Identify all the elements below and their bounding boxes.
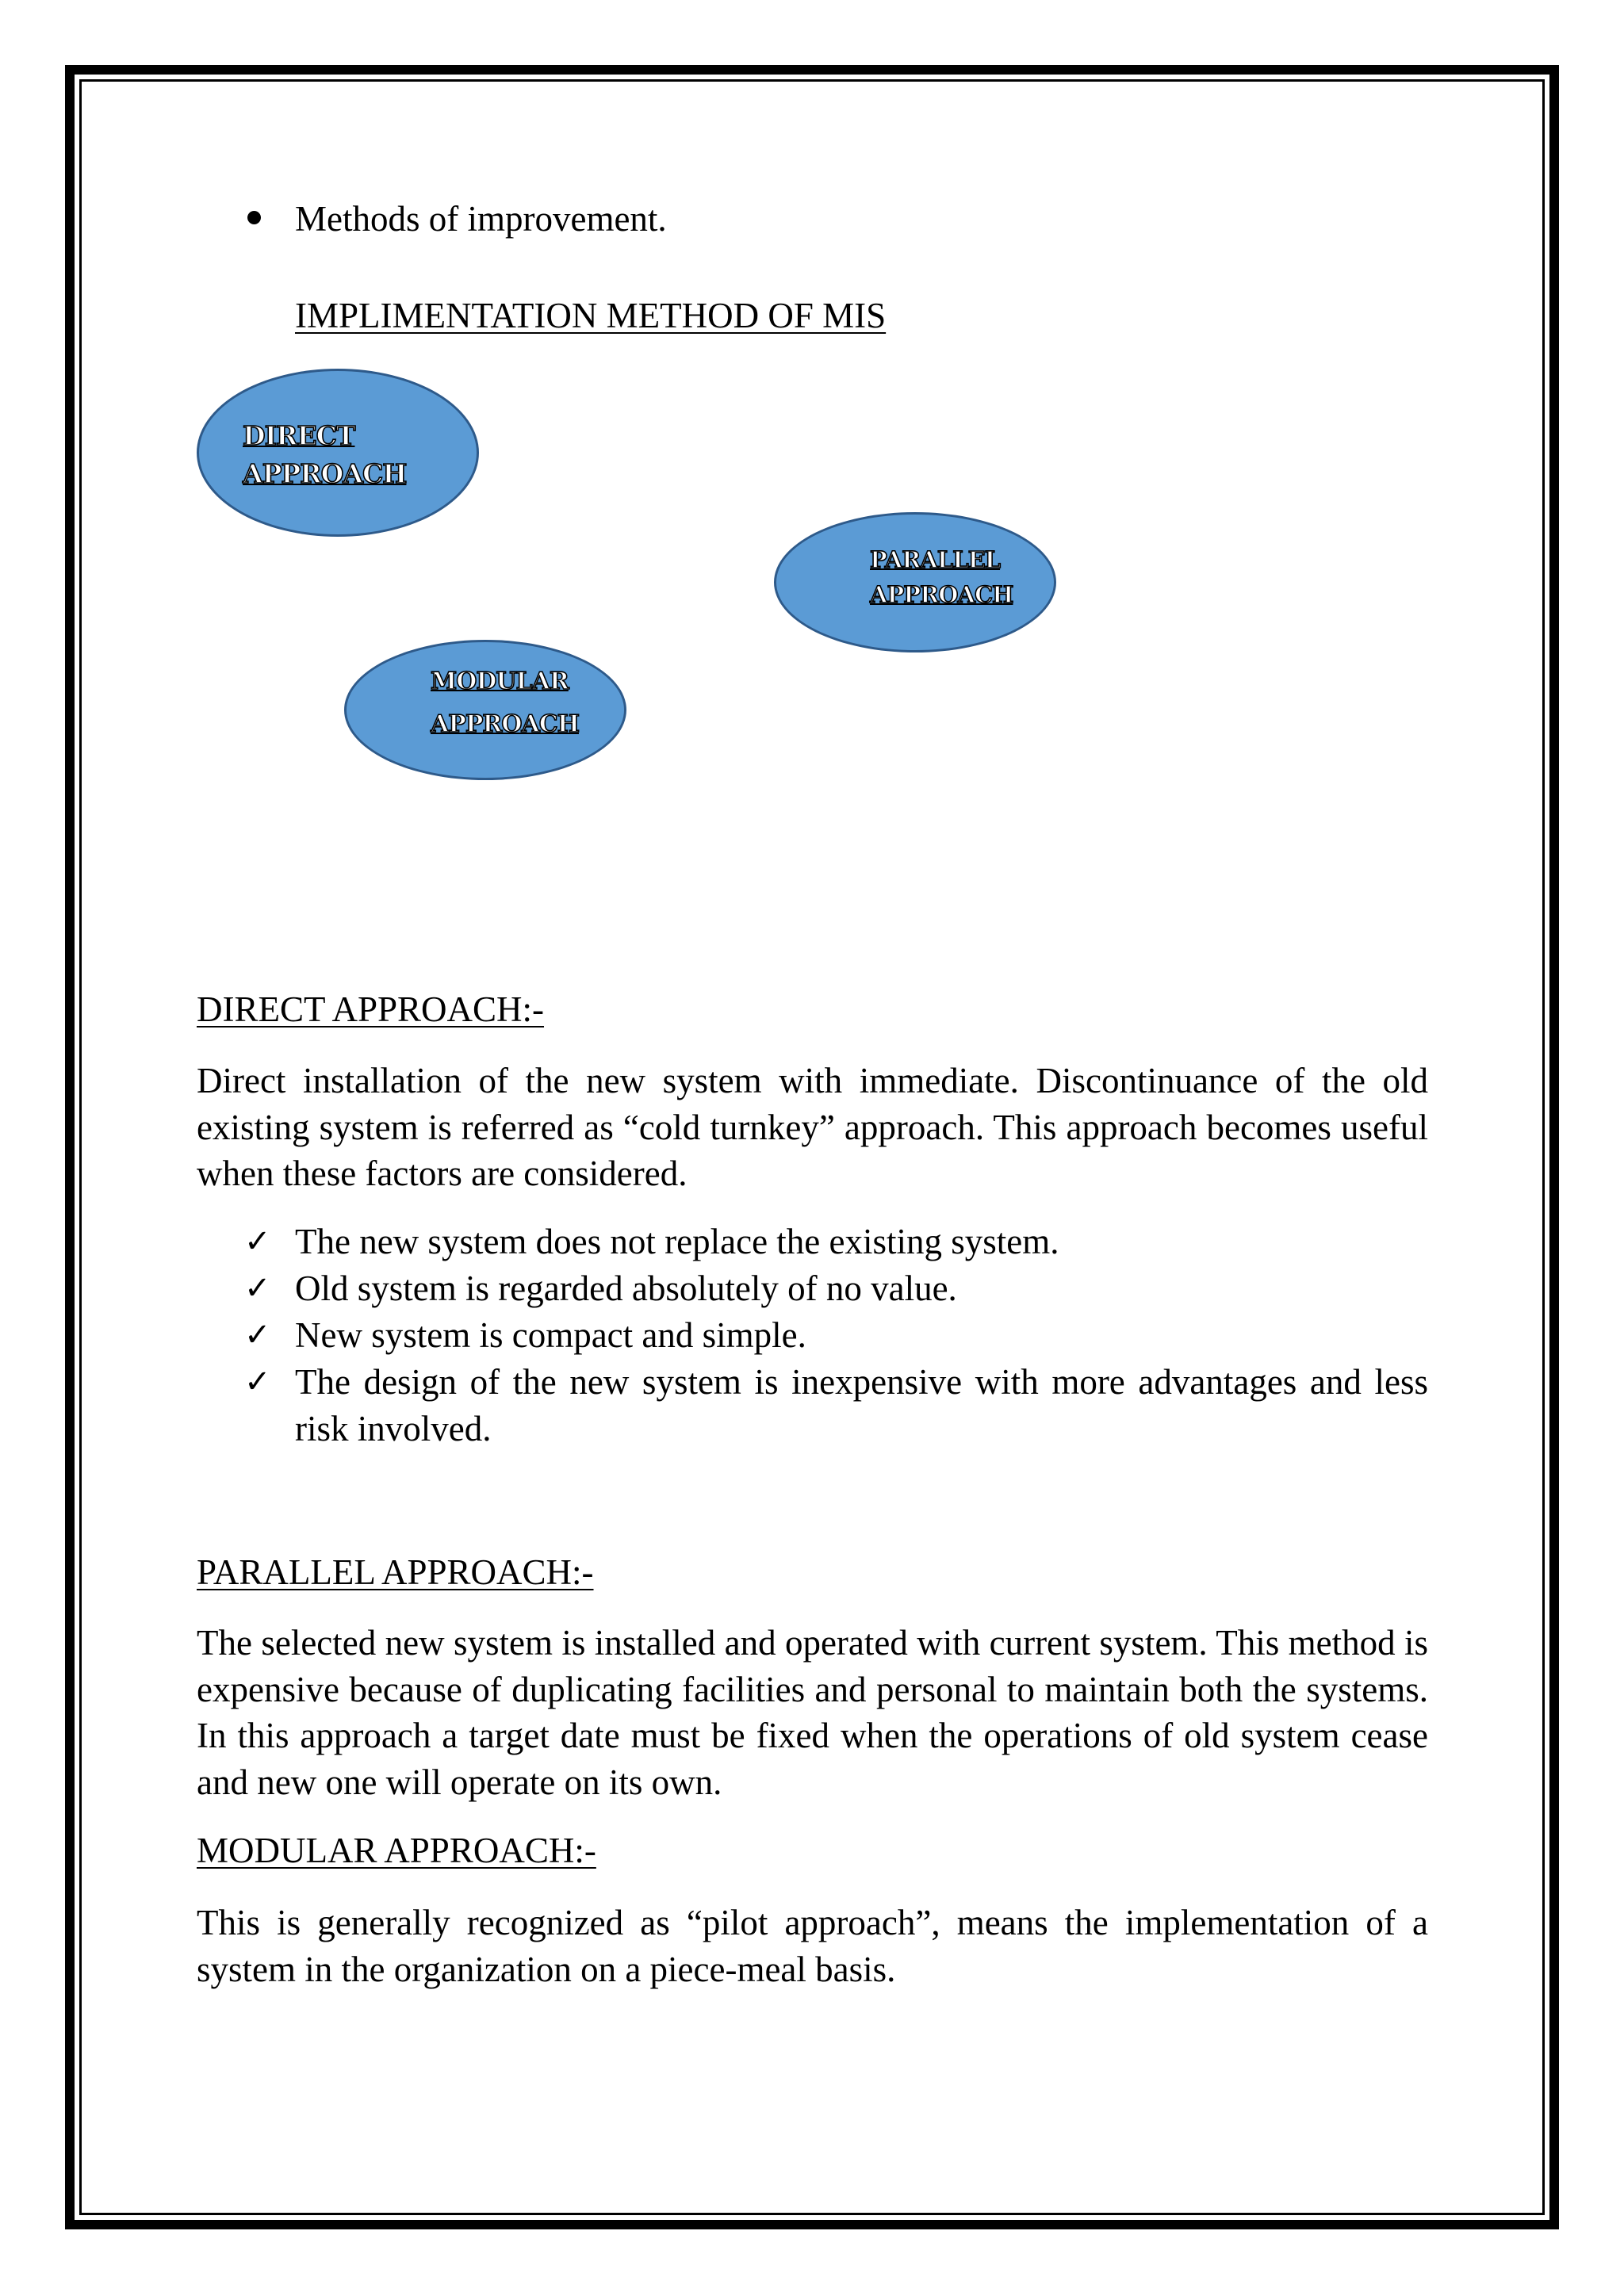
parallel-approach-paragraph: The selected new system is installed and operated with current system. This method is expensive because of duplicating facilities and personal to maintain both the systems. In this approach a target date must be fixed when the operations of old system cease and new one will operate on its own. — [197, 1623, 1428, 1802]
list-item-text: New system is compact and simple. — [295, 1315, 806, 1355]
bullet-text: Methods of improvement. — [295, 199, 667, 239]
check-icon: ✓ — [244, 1364, 271, 1400]
direct-approach-node-label: DIRECT APPROACH — [243, 420, 407, 489]
parallel-approach-heading: PARALLEL APPROACH:- — [197, 1552, 594, 1592]
modular-approach-paragraph: This is generally recognized as “pilot approach”, means the implementation of a system in the organization on a piece-meal basis. — [197, 1903, 1428, 1989]
direct-approach-heading: DIRECT APPROACH:- — [197, 989, 545, 1029]
list-item-text: The design of the new system is inexpensive with more advantages and less risk involved. — [295, 1362, 1428, 1448]
list-item-text: Old system is regarded absolutely of no value. — [295, 1269, 957, 1308]
bullet-icon — [247, 211, 261, 224]
diagram-title: IMPLIMENTATION METHOD OF MIS — [295, 296, 887, 335]
check-icon: ✓ — [244, 1270, 271, 1307]
modular-approach-node-label: MODULAR APPROACH — [431, 668, 579, 738]
check-icon: ✓ — [244, 1317, 271, 1353]
list-item-text: The new system does not replace the existing system. — [295, 1222, 1059, 1261]
check-icon: ✓ — [244, 1223, 271, 1260]
direct-approach-paragraph: Direct installation of the new system with immediate. Discontinuance of the old existing system is referred as “cold turnkey” approach. This approach becomes useful when these factors are considered. — [197, 1061, 1428, 1193]
modular-approach-heading: MODULAR APPROACH:- — [197, 1831, 596, 1870]
parallel-approach-node-label: PARALLEL APPROACH — [870, 546, 1013, 608]
